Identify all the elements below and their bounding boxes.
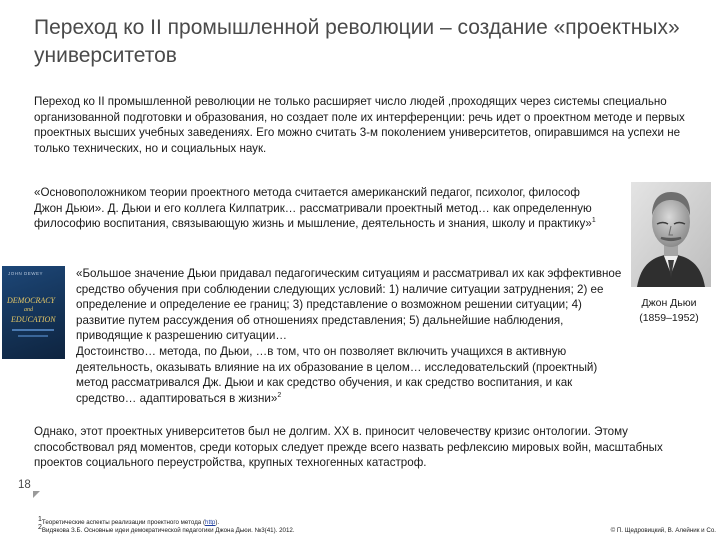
footnote-1-link[interactable]: http xyxy=(205,519,216,526)
footnote-2-number: 2 xyxy=(38,523,42,531)
book-ornament xyxy=(12,329,54,331)
closing-paragraph: Однако, этот проектных университетов был не долгим. XX в. приносит человечеству кризис онтологии. Этому способствовал ряд моментов, среди которых следует прежде всего назвать рефлексию мировых войн, масштабных проектов социального переустройства, крупных техногенных катастроф. xyxy=(34,425,663,470)
book-title-line-1: DEMOCRACY xyxy=(7,296,55,305)
portrait-years: (1859–1952) xyxy=(639,312,699,324)
dewey-quote-2-part-2-text: Достоинство… метода, по Дьюи, …в том, что он позволяет включить учащихся в активную деятельность, оказывать влияние на их образование в целом… исследовательский (проектный) метод рассматривался Дж. Дьюи и как средство обучения, и как средство воспитания, и как средство… адаптироваться в жизни» xyxy=(76,344,598,405)
footnote-1 xyxy=(38,515,295,527)
footnotes xyxy=(38,515,295,535)
book-title-line-3: EDUCATION xyxy=(11,315,56,324)
footnote-1-text: Теоретические аспекты реализации проектного метода ( xyxy=(41,519,206,526)
dewey-quote-2-part-1: «Большое значение Дьюи придавал педагогическим ситуациям и рассматривал их как эффективное средство обучения при соблюдении следующих условий: 1) наличие ситуации затруднения; 2) ее определение и определение ее границ; 3) представление о возможном решении ситуации; 4) развитие путем рассуждения об отношениях представления; 5) дальнейшие наблюдения, приводящие к разрешению ситуации… xyxy=(76,267,622,343)
portrait-name: Джон Дьюи xyxy=(641,297,697,309)
book-ornament-2 xyxy=(18,335,48,337)
footnote-2-text: Видякова З.Б. Основные идеи демократической педагогики Джона Дьюи. №3(41). 2012. xyxy=(41,527,295,534)
book-author: JOHN DEWEY xyxy=(8,271,44,276)
book-title-line-2: and xyxy=(24,307,33,313)
footnote-marker-icon xyxy=(33,491,40,498)
book-cover-image xyxy=(2,266,65,359)
dewey-quote-2-part-2 xyxy=(76,344,624,406)
page-number: 18 xyxy=(18,479,31,491)
footnote-1-end: ). xyxy=(215,519,220,526)
footnote-1-number: 1 xyxy=(38,515,42,523)
dewey-portrait-image xyxy=(631,182,711,287)
copyright: © П. Щедровицкий, В. Алейник и Со. xyxy=(610,527,716,534)
footnote-ref-1: 1 xyxy=(591,217,596,225)
dewey-quote-1-text: «Основоположником теории проектного метода считается американский педагог, психолог, философ Джон Дьюи». Д. Дьюи и его коллега Килпатрик… рассматривали проектный метод… как определенную философию воспитания, связывающую жизнь и мышление, деятельность и знания, школу и практику» xyxy=(34,186,592,231)
dewey-quote-2 xyxy=(76,266,624,406)
dewey-quote-1 xyxy=(34,185,604,232)
page-title: Переход ко II промышленной революции – создание «проектных» университетов xyxy=(34,16,680,67)
portrait-caption xyxy=(622,296,716,326)
intro-paragraph: Переход ко II промышленной революции не только расширяет число людей ,проходящих через системы специально организованной подготовки и образования, но создает поле их интерференции: речь идет о проектном методе и первых проектных высших учебных заведениях. Его можно считать 3-м поколением университетов, опиравшимся на успехи не только технических, но и социальных наук. xyxy=(34,95,685,155)
footnote-2 xyxy=(38,523,295,535)
footnote-ref-2: 2 xyxy=(277,391,282,399)
